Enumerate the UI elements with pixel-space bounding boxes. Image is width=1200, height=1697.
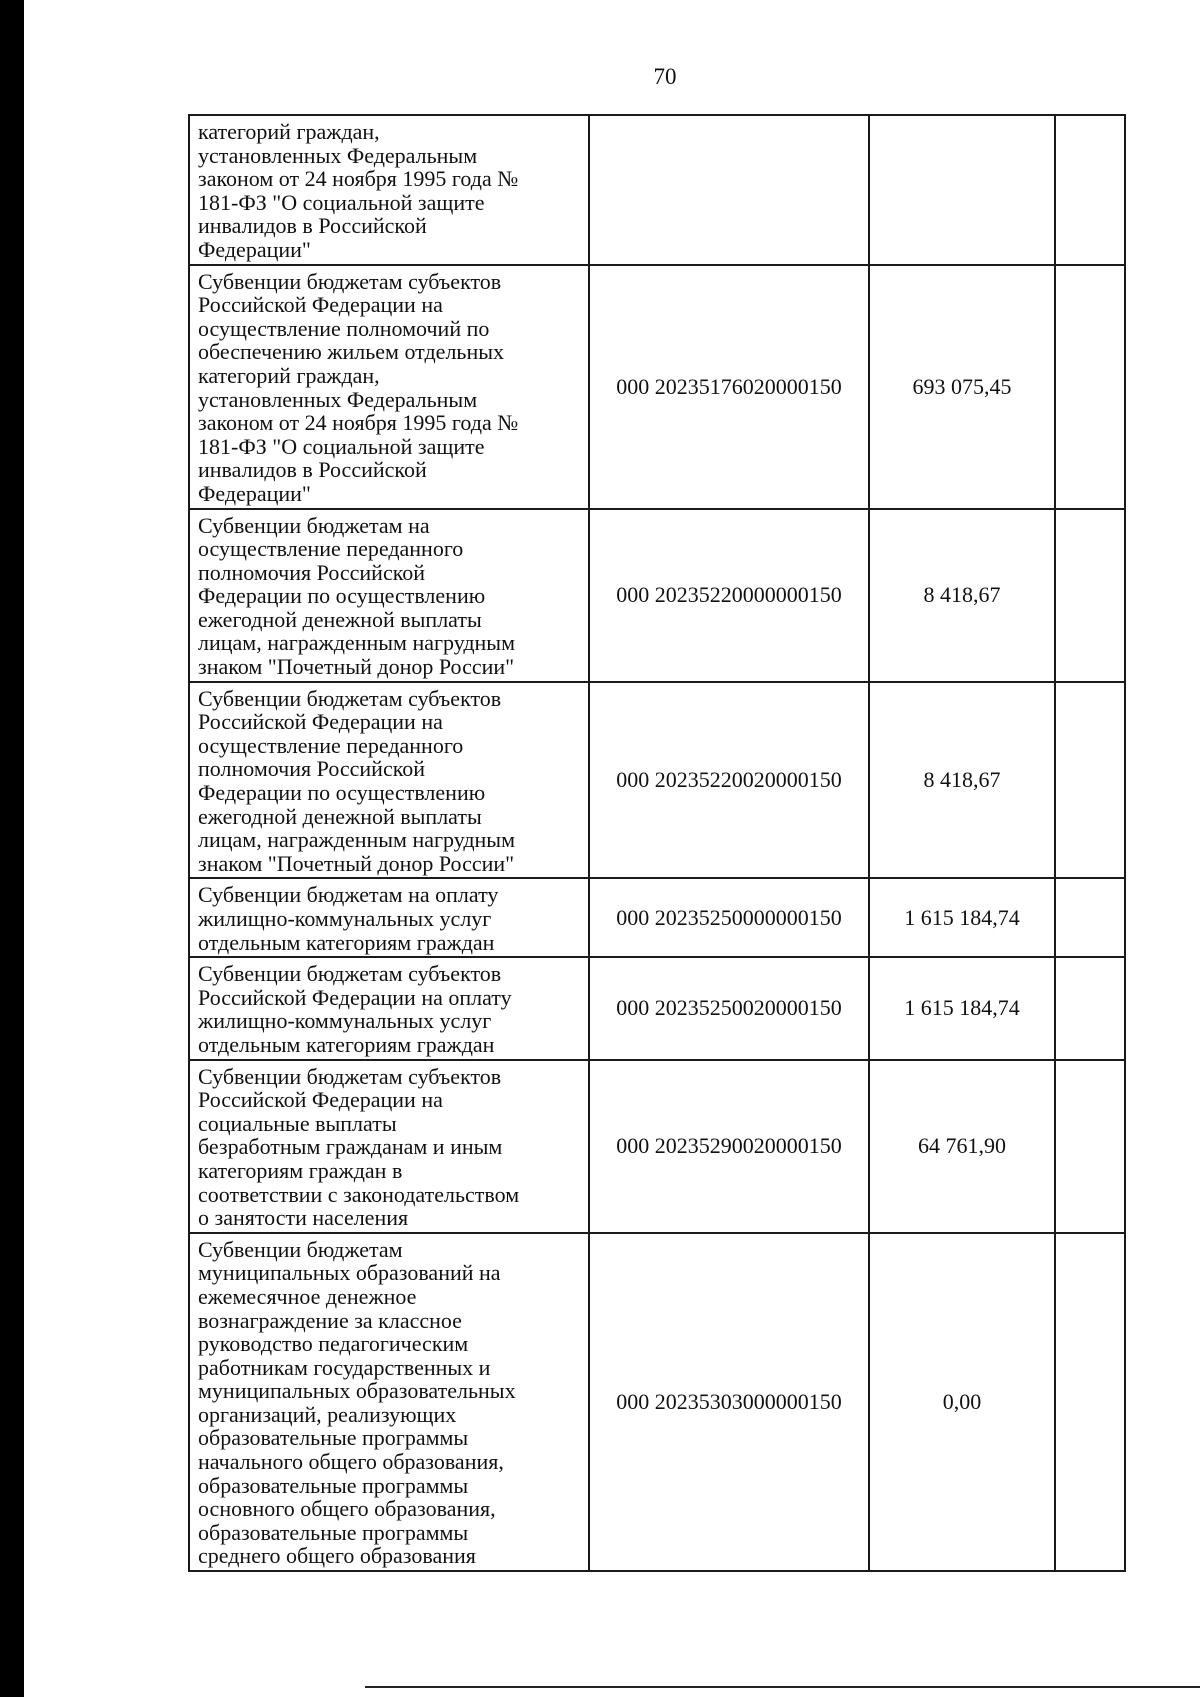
row-amount-cell: 8 418,67 [869,682,1055,879]
row-extra-cell [1055,878,1125,957]
row-code-cell: 000 20235290020000150 [589,1060,869,1233]
table-row [189,1060,1125,1233]
row-name-cell: Субвенции бюджетам субъектов Российской Федерации на осуществление полномочий по обеспечению жильем отдельных категорий граждан, установленных Федеральным законом от 24 ноября 1995 года № 181-ФЗ "О социальной защите инвалидов в Российской Федерации" [189,265,589,509]
row-name-cell: Субвенции бюджетам субъектов Российской Федерации на оплату жилищно-коммунальных услуг отдельным категориям граждан [189,957,589,1059]
table-row [189,957,1125,1059]
row-code-cell: 000 20235303000000150 [589,1233,869,1571]
row-extra-cell [1055,115,1125,265]
row-amount-cell: 8 418,67 [869,509,1055,682]
row-extra-cell [1055,1233,1125,1571]
scan-edge-bottom [365,1686,1200,1688]
table-row [189,682,1125,879]
row-amount-cell: 1 615 184,74 [869,878,1055,957]
row-code-cell: 000 20235250020000150 [589,957,869,1059]
row-extra-cell [1055,265,1125,509]
row-code-cell: 000 20235250000000150 [589,878,869,957]
table-row [189,115,1125,265]
row-extra-cell [1055,957,1125,1059]
table-row [189,878,1125,957]
row-name-cell: Субвенции бюджетам субъектов Российской Федерации на осуществление переданного полномочия Российской Федерации по осуществлению ежегодной денежной выплаты лицам, награжденным нагрудным знаком "Почетный донор России" [189,682,589,879]
row-code-cell: 000 20235220020000150 [589,682,869,879]
row-name-cell: Субвенции бюджетам субъектов Российской Федерации на социальные выплаты безработным гражданам и иным категориям граждан в соответствии с законодательством о занятости населения [189,1060,589,1233]
page-number: 70 [653,64,677,89]
row-amount-cell [869,115,1055,265]
table-row [189,1233,1125,1571]
row-name-cell: Субвенции бюджетам на оплату жилищно-коммунальных услуг отдельным категориям граждан [189,878,589,957]
row-name-cell: Субвенции бюджетам муниципальных образований на ежемесячное денежное вознаграждение за классное руководство педагогическим работникам государственных и муниципальных образовательных организаций, реализующих образовательные программы начального общего образования, образовательные программы основного общего образования, образовательные программы среднего общего образования [189,1233,589,1571]
row-code-cell: 000 20235220000000150 [589,509,869,682]
table-row [189,509,1125,682]
row-amount-cell: 64 761,90 [869,1060,1055,1233]
row-code-cell [589,115,869,265]
table-row [189,265,1125,509]
row-amount-cell: 0,00 [869,1233,1055,1571]
row-name-cell: категорий граждан, установленных Федеральным законом от 24 ноября 1995 года № 181-ФЗ "О социальной защите инвалидов в Российской Федерации" [189,115,589,265]
row-extra-cell [1055,1060,1125,1233]
row-code-cell: 000 20235176020000150 [589,265,869,509]
row-extra-cell [1055,509,1125,682]
budget-table [188,114,1126,1572]
scan-edge-left [0,0,24,1697]
row-amount-cell: 693 075,45 [869,265,1055,509]
row-amount-cell: 1 615 184,74 [869,957,1055,1059]
row-name-cell: Субвенции бюджетам на осуществление переданного полномочия Российской Федерации по осуществлению ежегодной денежной выплаты лицам, награжденным нагрудным знаком "Почетный донор России" [189,509,589,682]
row-extra-cell [1055,682,1125,879]
